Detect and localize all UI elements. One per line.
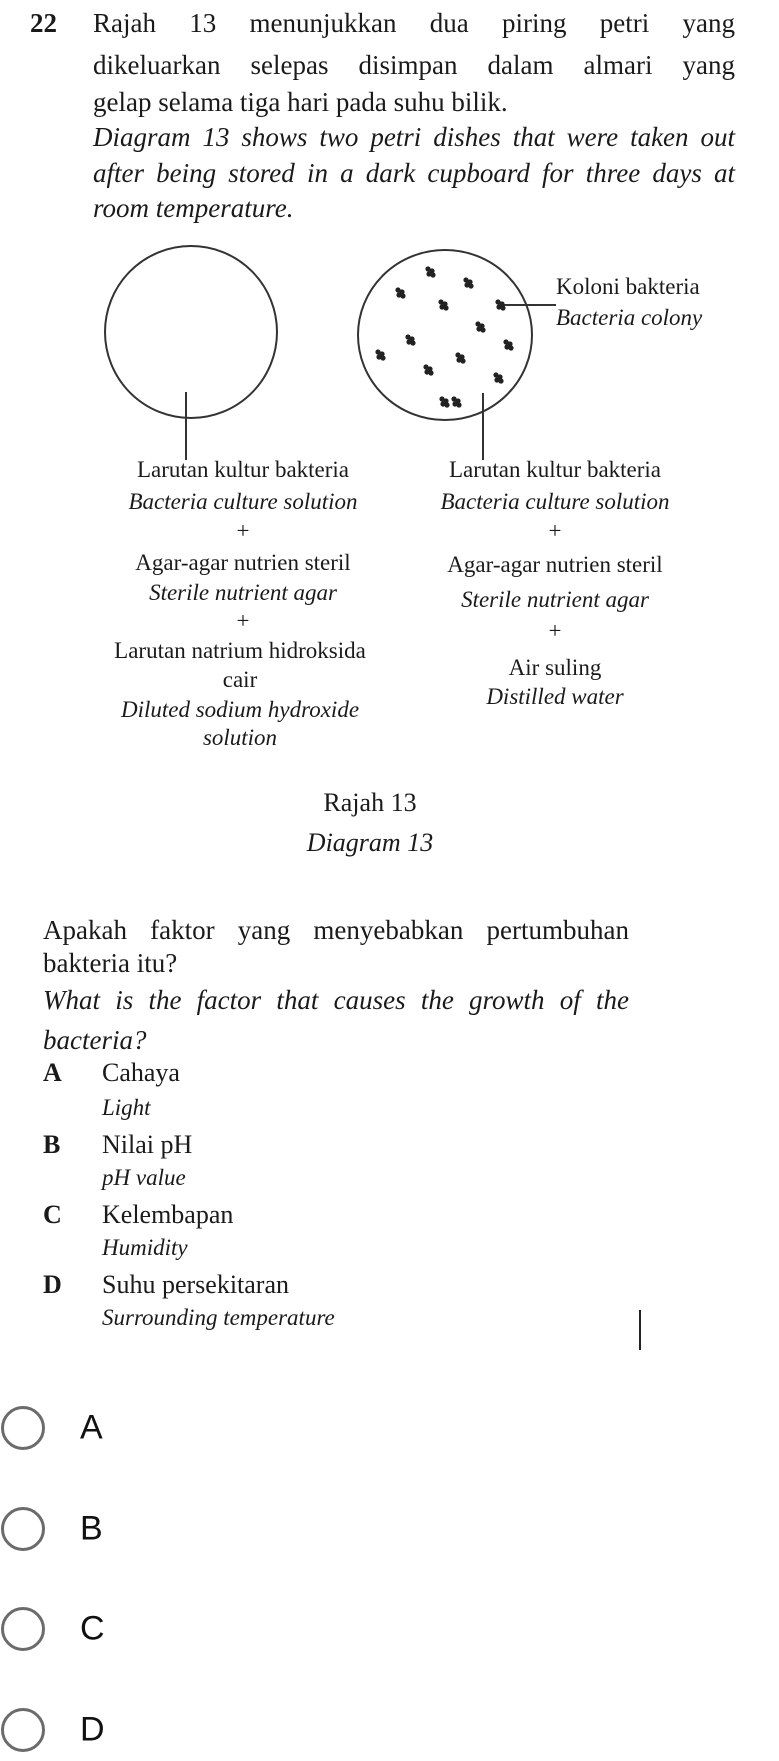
diagram-caption-english: Diagram 13 [306,828,434,857]
right-dish-label: Agar-agar nutrien steril [447,552,663,577]
question-text-malay-line: Rajah 13 menunjukkan dua piring petri yang [93,8,735,38]
left-dish-plus: + [236,518,250,543]
radio-label-a[interactable]: A [80,1408,103,1447]
prompt-english-line: bacteria? [43,1025,147,1055]
left-dish-label: Larutan kultur bakteria [136,457,350,482]
question-text-malay-line: dikeluarkan selepas disimpan dalam almari yang [93,50,735,80]
right-dish-plus: + [548,518,562,543]
bacteria-colony [451,396,461,407]
bacteria-colony [493,372,503,383]
radio-button-a[interactable] [1,1406,45,1450]
option-text-english: Humidity [102,1235,188,1260]
left-dish-label: cair [222,667,258,692]
petri-dish-right [358,250,532,420]
bacteria-colony [439,396,449,407]
right-dish-label: Air suling [508,655,602,680]
bacteria-colonies [375,266,513,407]
right-dish-label: Distilled water [486,684,624,709]
option-text-english: Surrounding temperature [102,1305,335,1330]
right-dish-plus: + [548,618,562,643]
question-text-english-line: room temperature. [93,193,294,223]
bacteria-colony [438,299,448,310]
bacteria-colony [375,349,385,360]
option-letter: B [43,1130,61,1159]
radio-label-d[interactable]: D [80,1710,105,1749]
option-text-malay: Kelembapan [102,1200,234,1229]
option-letter: D [43,1270,62,1299]
left-dish-plus: + [236,608,250,633]
option-text-malay: Cahaya [102,1058,180,1087]
radio-button-b[interactable] [1,1507,45,1551]
right-dish-label: Larutan kultur bakteria [448,457,662,482]
left-dish-label: Bacteria culture solution [128,489,358,514]
bacteria-colony [423,364,433,375]
prompt-english-line: What is the factor that causes the growth of the [43,985,629,1015]
radio-label-c[interactable]: C [80,1609,105,1648]
radio-label-b[interactable]: B [80,1509,103,1548]
left-dish-label: solution [202,725,278,750]
bacteria-colony [475,321,485,332]
radio-button-d[interactable] [1,1708,45,1752]
text-cursor [639,1310,641,1350]
bacteria-colony [405,334,415,345]
bacteria-colony [425,266,435,277]
question-text-english-line: Diagram 13 shows two petri dishes that were taken out [93,122,735,152]
option-text-english: Light [102,1095,151,1120]
bacteria-colony [503,339,513,350]
prompt-malay-line: bakteria itu? [43,948,178,978]
right-dish-label: Bacteria culture solution [440,489,670,514]
radio-button-c[interactable] [1,1607,45,1651]
bacteria-colony [495,299,505,310]
left-dish-label: Sterile nutrient agar [149,580,337,605]
diagram-caption-malay: Rajah 13 [323,788,417,817]
bacteria-colony [463,277,473,288]
bacteria-colony [395,287,405,298]
colony-label-malay: Koloni bakteria [556,274,700,299]
option-text-malay: Nilai pH [102,1130,193,1159]
option-letter: C [43,1200,62,1229]
left-dish-label: Diluted sodium hydroxide [120,697,360,722]
bacteria-colony [455,352,465,363]
option-letter: A [43,1058,62,1087]
option-text-english: pH value [102,1165,186,1190]
question-text-english-line: after being stored in a dark cupboard for three days at [93,158,735,188]
question-text-malay-line: gelap selama tiga hari pada suhu bilik. [93,87,508,117]
petri-dish-left [105,246,277,418]
option-text-malay: Suhu persekitaran [102,1270,290,1299]
right-dish-label: Sterile nutrient agar [461,587,649,612]
colony-label-english: Bacteria colony [556,305,703,330]
prompt-malay-line: Apakah faktor yang menyebabkan pertumbuhan [43,915,629,945]
left-dish-label: Agar-agar nutrien steril [135,550,351,575]
question-number: 22 [30,8,57,38]
left-dish-label: Larutan natrium hidroksida [114,638,366,663]
